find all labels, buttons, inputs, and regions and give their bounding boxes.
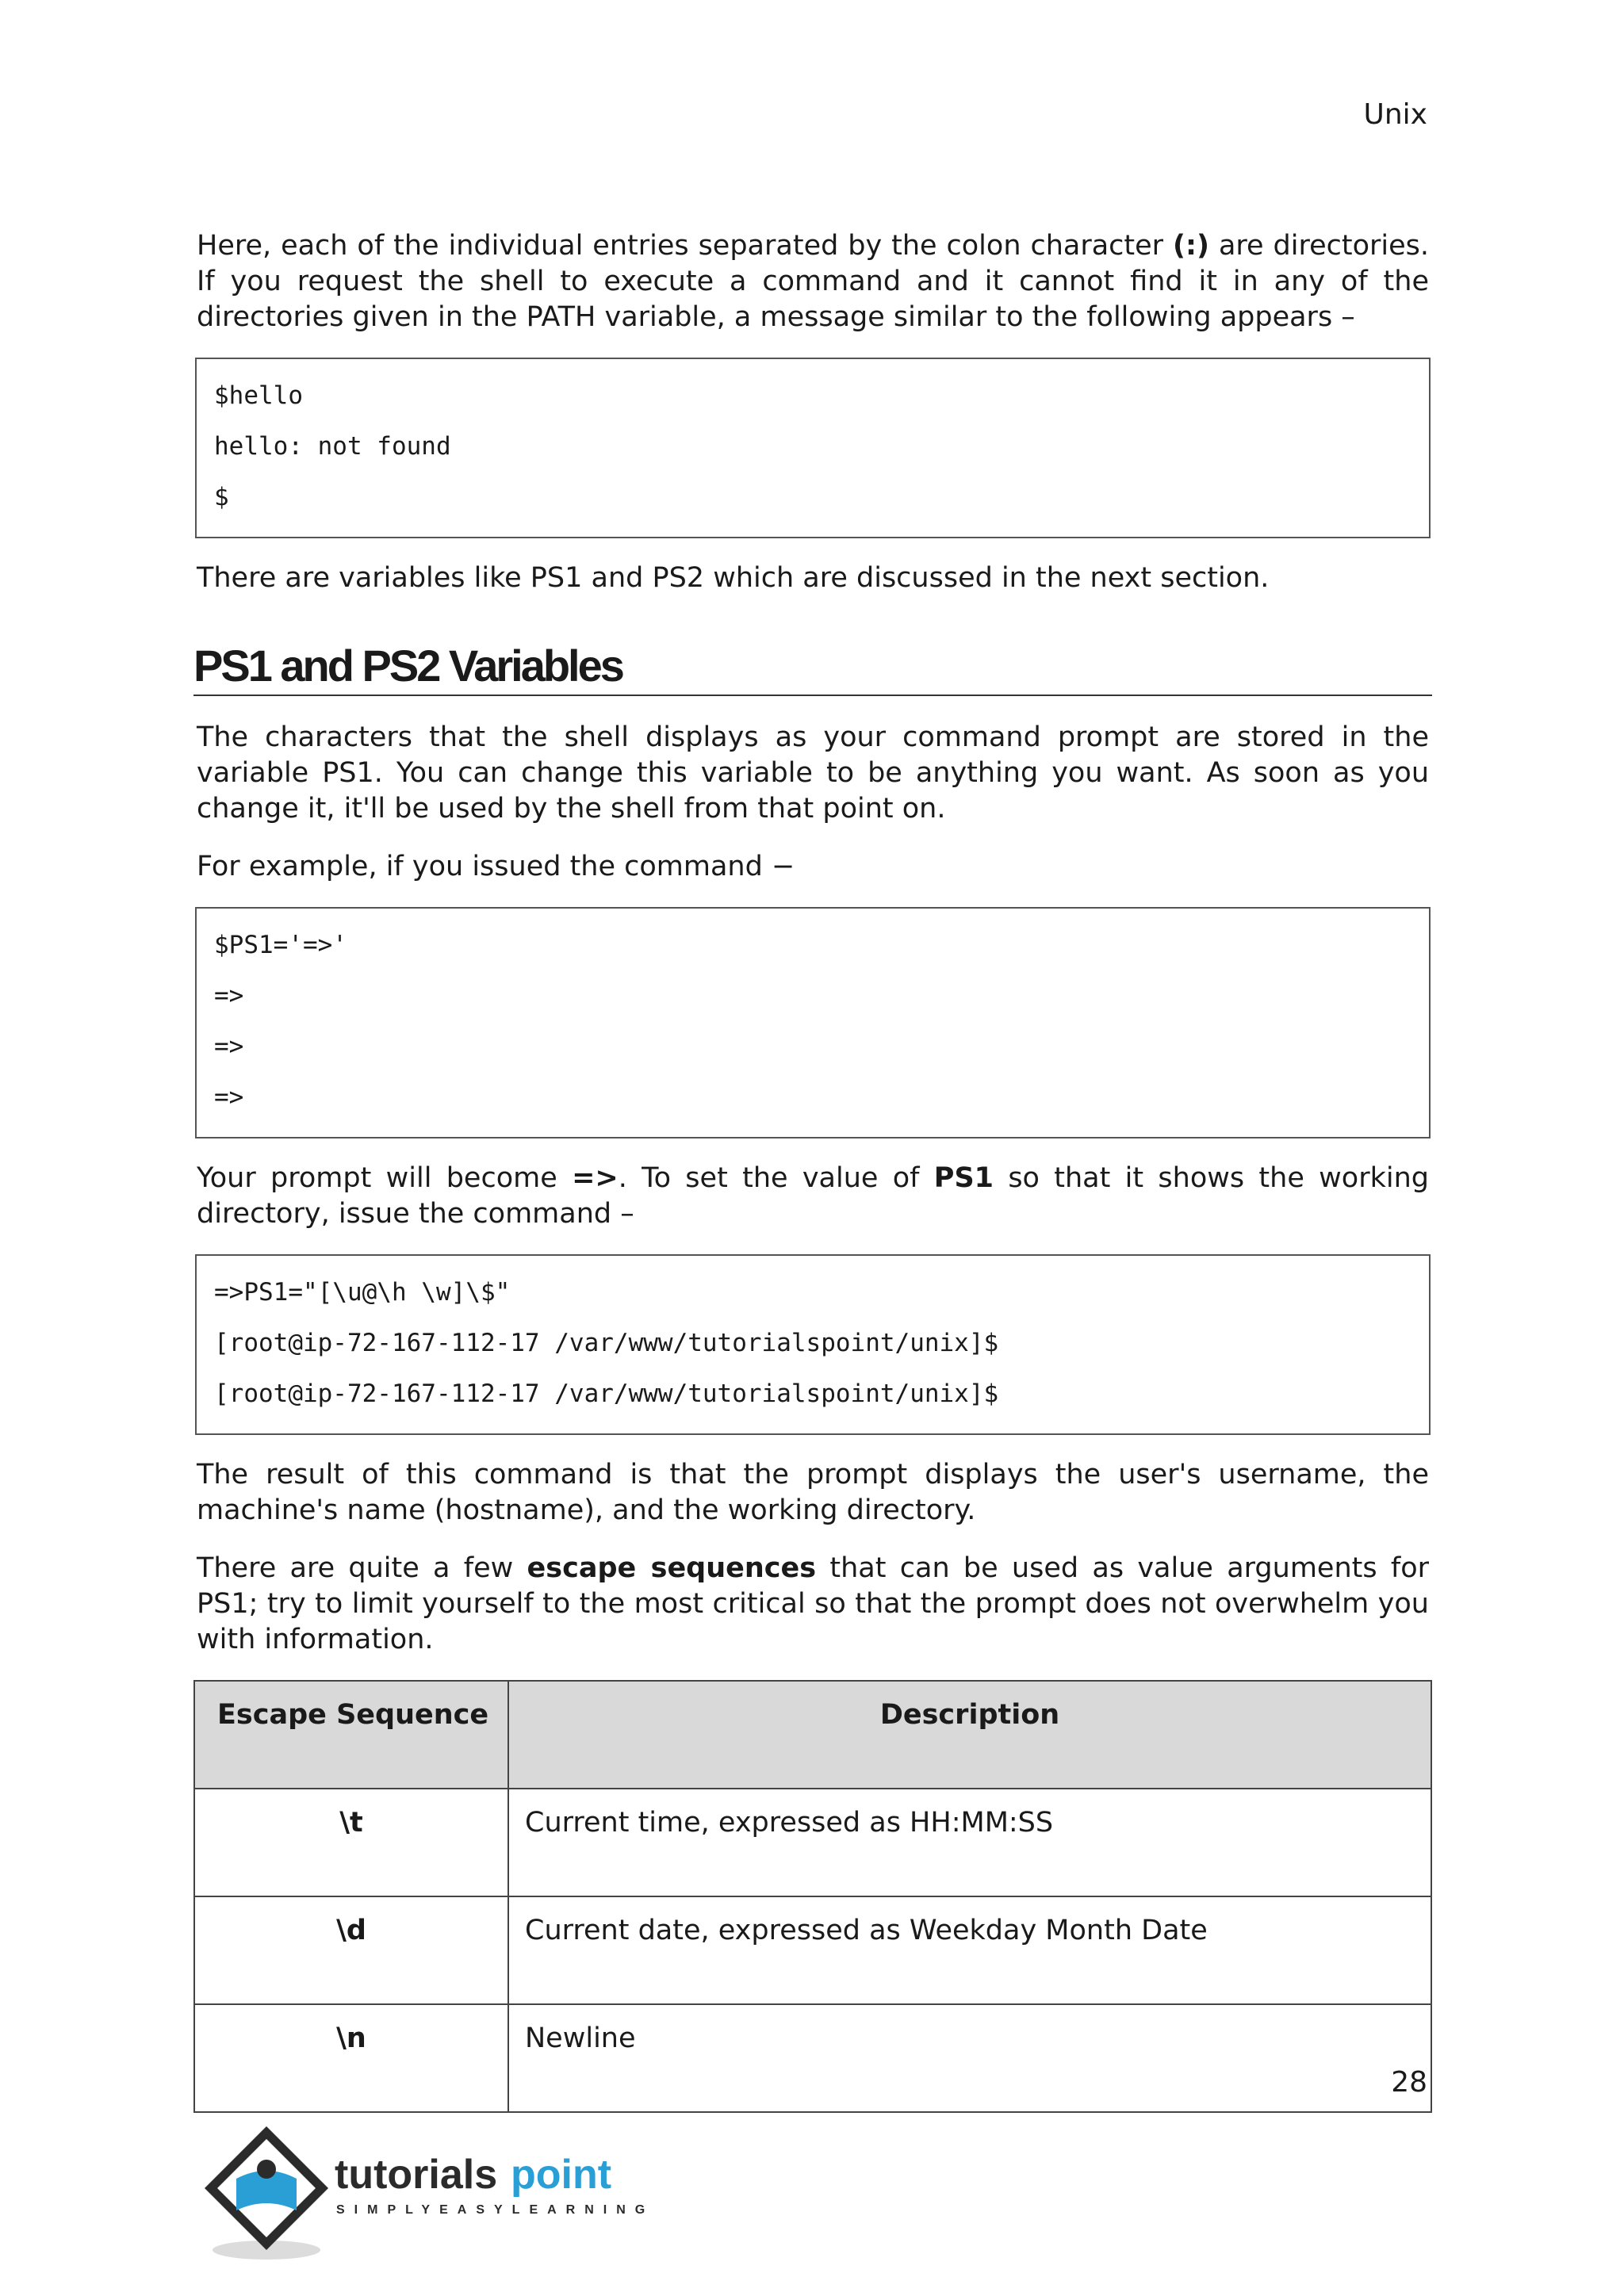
- table-row: [194, 1896, 1431, 2004]
- intro-text-c: are directories. If you request the shell to execute a command and it cannot find it in any of the directories given in the PATH variable, a message similar to the following appears –: [197, 230, 1429, 333]
- description-cell: Current date, expressed as Weekday Month Date: [508, 1896, 1431, 2004]
- prompt-text-a: Your prompt will become: [197, 1162, 573, 1194]
- code-line: $: [214, 483, 229, 511]
- prompt-paragraph: [197, 1161, 1429, 1232]
- code-line: =>: [214, 1083, 244, 1112]
- prompt-text-c: . To set the value of: [618, 1162, 934, 1194]
- code-line: =>: [214, 1032, 244, 1061]
- running-header: Unix: [1363, 98, 1427, 131]
- code-line: [root@ip-72-167-112-17 /var/www/tutorialspoint/unix]$: [214, 1380, 999, 1408]
- table-header-row: [194, 1681, 1431, 1789]
- sequence-cell: \d: [194, 1896, 508, 2004]
- logo-tagline: SIMPLYEASYLEARNING: [336, 2203, 655, 2217]
- sequence-cell: \n: [194, 2004, 508, 2112]
- column-header-description: Description: [508, 1681, 1431, 1789]
- page-content: [193, 228, 1429, 2113]
- description-cell: Current time, expressed as HH:MM:SS: [508, 1789, 1431, 1896]
- table-row: [194, 2004, 1431, 2112]
- intro-paragraph: [197, 228, 1429, 335]
- code-line: =>PS1="[\u@\h \w]\$": [214, 1278, 511, 1307]
- prompt-text-e: so that it shows the working directory, issue the command –: [197, 1162, 1429, 1230]
- logo-wordmark-tutorials: tutorials: [335, 2152, 498, 2198]
- escape-text-a: There are quite a few: [197, 1552, 527, 1584]
- escape-text-c: that can be used as value arguments for PS1; try to limit yourself to the most critical so that the prompt does not overwhelm you with information.: [197, 1552, 1429, 1655]
- prompt-symbol: =>: [572, 1162, 619, 1194]
- logo-head-shape: [257, 2160, 276, 2179]
- ps1-keyword: PS1: [933, 1162, 994, 1194]
- ps-intro-paragraph: There are variables like PS1 and PS2 which are discussed in the next section.: [197, 562, 1270, 594]
- table-row: [194, 1789, 1431, 1896]
- escape-sequence-table: [193, 1680, 1432, 2113]
- escape-keyword: escape sequences: [527, 1552, 817, 1584]
- intro-text-a: Here, each of the individual entries separated by the colon character: [197, 230, 1174, 262]
- tutorialspoint-logo: [195, 2123, 687, 2266]
- code-line: $hello: [214, 381, 303, 410]
- code-line: $PS1='=>': [214, 931, 347, 959]
- code-block-ps1: [195, 907, 1431, 1138]
- code-line: hello: not found: [214, 432, 451, 461]
- sequence-cell: \t: [194, 1789, 508, 1896]
- example-paragraph: For example, if you issued the command −: [197, 851, 795, 882]
- page-number: 28: [1391, 2066, 1427, 2099]
- colon-symbol: (:): [1173, 230, 1210, 262]
- code-block-hello: [195, 358, 1431, 538]
- description-cell: Newline: [508, 2004, 1431, 2112]
- code-line: =>: [214, 982, 244, 1010]
- result-paragraph: The result of this command is that the prompt displays the user's username, the machine's name (hostname), and the working directory.: [197, 1459, 1429, 1526]
- code-block-working-dir: [195, 1254, 1431, 1435]
- code-line: [root@ip-72-167-112-17 /var/www/tutorialspoint/unix]$: [214, 1329, 999, 1357]
- escape-sequence-paragraph: [197, 1551, 1429, 1658]
- ps1-description-paragraph: The characters that the shell displays as your command prompt are stored in the variable PS1. You can change this variable to be anything you want. As soon as you change it, it'll be used by the shell from that point on.: [197, 721, 1429, 825]
- column-header-sequence: Escape Sequence: [194, 1681, 508, 1789]
- logo-wordmark-point: point: [511, 2152, 612, 2198]
- section-heading: PS1 and PS2 Variables: [193, 641, 1432, 696]
